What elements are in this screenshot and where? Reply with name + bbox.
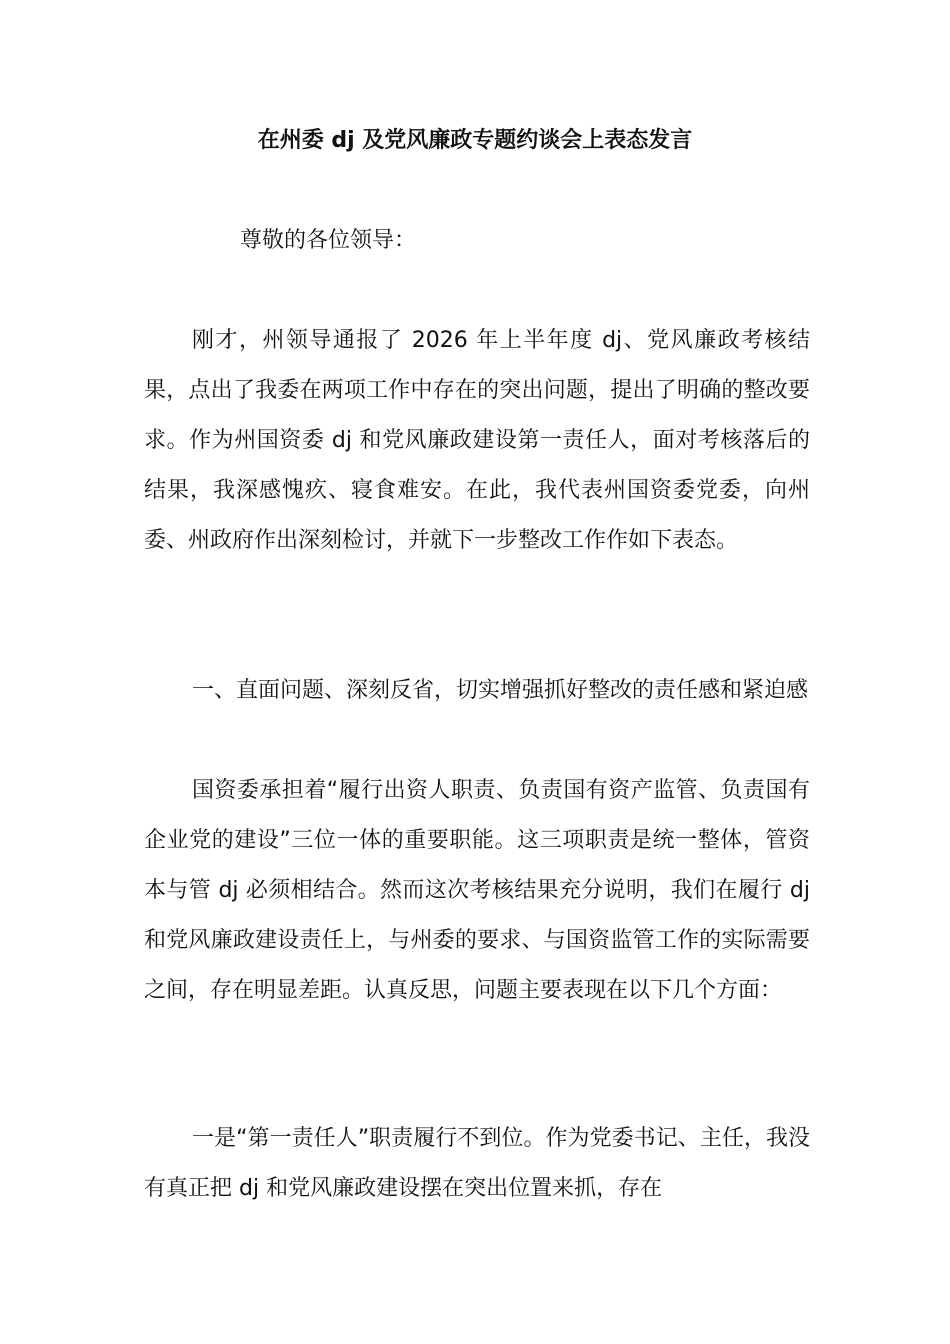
paragraph-point-1: 一是“第一责任人”职责履行不到位。作为党委书记、主任，我没有真正把 dj 和党风廉政建设摆在突出位置来抓，存在 xyxy=(144,1126,810,1201)
salutation: 尊敬的各位领导： xyxy=(240,228,417,253)
section-heading-1: 一、直面问题、深刻反省，切实增强抓好整改的责任感和紧迫感 xyxy=(192,678,809,703)
paragraph-section-1: 国资委承担着“履行出资人职责、负责国有资产监管、负责国有企业党的建设”三位一体的重要职能。这三项职责是统一整体，管资本与管 dj 必须相结合。然而这次考核结果充分说明，我们在履行 dj 和党风廉政建设责任上，与州委的要求、与国资监管工作的实际需要之间，存在明显差距。认真反思，问题主要表现在以下几个方面： xyxy=(144,778,810,1003)
paragraph-intro: 刚才，州领导通报了 2026 年上半年度 dj、党风廉政考核结果，点出了我委在两项工作中存在的突出问题，提出了明确的整改要求。作为州国资委 dj 和党风廉政建设第一责任人，面对考核落后的结果，我深感愧疚、寝食难安。在此，我代表州国资委党委，向州委、州政府作出深刻检讨，并就下一步整改工作作如下表态。 xyxy=(144,328,810,553)
document-title: 在州委 dj 及党风廉政专题约谈会上表态发言 xyxy=(257,128,693,153)
